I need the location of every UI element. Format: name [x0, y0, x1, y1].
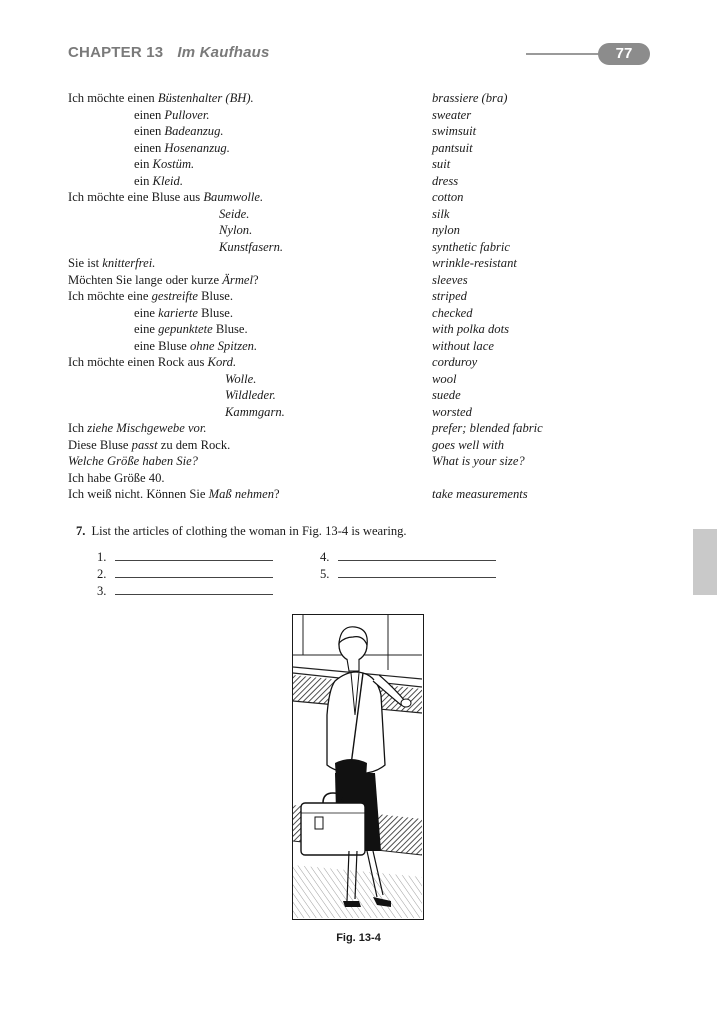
- german-text: Diese Bluse: [68, 437, 132, 452]
- german-keyword: Hosenanzug.: [164, 140, 230, 155]
- vocabulary-list: [0, 90, 717, 503]
- german-phrase: [134, 140, 230, 157]
- vocab-row: [0, 272, 717, 289]
- german-text: ein: [134, 173, 153, 188]
- english-translation: sweater: [432, 107, 472, 122]
- vocab-row: [0, 338, 717, 355]
- german-keyword: Wildleder.: [225, 388, 276, 402]
- german-phrase: [68, 486, 280, 503]
- vocab-row: [0, 321, 717, 338]
- blank-line[interactable]: [338, 565, 496, 578]
- german-phrase: [219, 222, 252, 239]
- german-phrase: [225, 387, 276, 404]
- german-text: Bluse.: [197, 289, 233, 303]
- german-text: Bluse.: [212, 322, 248, 336]
- english-translation: prefer; blended fabric: [432, 421, 543, 435]
- english-translation: swimsuit: [432, 124, 477, 138]
- english-translation: silk: [432, 206, 450, 221]
- german-keyword: passt: [131, 437, 158, 452]
- woman-shopping-drawing: [293, 615, 422, 918]
- german-phrase: [134, 156, 194, 173]
- vocab-row: [0, 90, 717, 107]
- vocab-row: [0, 206, 717, 223]
- english-translation: synthetic fabric: [432, 239, 510, 254]
- german-keyword: Welche Größe haben Sie?: [68, 454, 198, 468]
- german-keyword: Kleid.: [152, 173, 183, 188]
- german-text: eine: [134, 322, 159, 336]
- german-text: Ich möchte eine Bluse aus: [68, 190, 204, 204]
- german-text: einen: [134, 124, 165, 138]
- exercise-text: List the articles of clothing the woman in Fig. 13-4 is wearing.: [91, 524, 407, 538]
- chapter-title: Im Kaufhaus: [177, 44, 270, 61]
- vocab-row: [0, 255, 717, 272]
- german-text: eine Bluse: [134, 338, 190, 353]
- german-text: Bluse.: [198, 305, 233, 320]
- german-keyword: Maß nehmen: [208, 487, 275, 501]
- german-text: einen: [134, 140, 165, 155]
- answer-blank[interactable]: [320, 565, 496, 582]
- vocab-row: [0, 420, 717, 437]
- german-text: ?: [253, 272, 259, 287]
- german-text: Ich möchte einen: [68, 91, 158, 105]
- german-text: ein: [134, 157, 153, 171]
- german-phrase: [134, 173, 183, 190]
- exercise-number: 7.: [76, 524, 86, 538]
- german-keyword: gepunktete: [158, 322, 213, 336]
- vocab-row: [0, 354, 717, 371]
- german-phrase: [219, 206, 249, 223]
- blank-line[interactable]: [115, 565, 273, 578]
- english-translation: dress: [432, 173, 459, 188]
- english-translation: corduroy: [432, 355, 478, 369]
- german-keyword: Wolle.: [225, 371, 257, 386]
- vocab-row: [0, 239, 717, 256]
- exercise-prompt: [76, 524, 407, 539]
- german-keyword: Kostüm.: [152, 157, 195, 171]
- figure-caption: Fig. 13-4: [336, 932, 381, 944]
- english-translation: wool: [432, 371, 457, 386]
- english-translation: without lace: [432, 338, 494, 353]
- german-phrase: [134, 107, 210, 124]
- german-keyword: Kord.: [207, 355, 237, 369]
- english-translation: brassiere (bra): [432, 91, 508, 105]
- english-translation: striped: [432, 289, 467, 303]
- vocab-row: [0, 470, 717, 487]
- german-phrase: [134, 123, 224, 140]
- german-text: Möchten Sie lange oder kurze: [68, 272, 223, 287]
- chapter-header: [68, 44, 270, 61]
- vocab-row: [0, 288, 717, 305]
- german-phrase: [68, 255, 155, 272]
- answer-blank[interactable]: [320, 548, 496, 565]
- blank-line[interactable]: [115, 582, 273, 595]
- vocab-row: [0, 371, 717, 388]
- vocab-row: [0, 305, 717, 322]
- german-text: Ich möchte einen Rock aus: [68, 355, 208, 369]
- chapter-label: CHAPTER 13: [68, 44, 164, 61]
- german-phrase: [68, 470, 165, 487]
- vocab-row: [0, 486, 717, 503]
- english-translation: sleeves: [432, 272, 468, 287]
- vocab-row: [0, 453, 717, 470]
- figure-woman-illustration: [292, 614, 424, 920]
- german-text: Ich weiß nicht. Können Sie: [68, 487, 209, 501]
- german-phrase: [68, 420, 207, 437]
- page-number-badge: 77: [598, 43, 650, 65]
- answer-blank[interactable]: [97, 548, 273, 565]
- german-keyword: Baumwolle.: [203, 190, 264, 204]
- german-keyword: Kunstfasern.: [219, 239, 284, 254]
- german-keyword: Seide.: [219, 206, 250, 221]
- english-translation: suede: [432, 388, 461, 402]
- german-phrase: [134, 305, 233, 322]
- vocab-row: [0, 387, 717, 404]
- german-text: einen: [134, 107, 165, 122]
- english-translation: wrinkle-resistant: [432, 256, 517, 270]
- german-keyword: ziehe Mischgewebe vor.: [87, 421, 207, 435]
- german-keyword: Ärmel: [222, 272, 253, 287]
- vocab-row: [0, 140, 717, 157]
- german-text: eine: [134, 305, 159, 320]
- blank-number: 3.: [97, 584, 107, 598]
- german-text: ?: [274, 487, 280, 501]
- german-phrase: [68, 272, 259, 289]
- german-phrase: [68, 437, 230, 454]
- english-translation: worsted: [432, 404, 472, 419]
- german-phrase: [68, 189, 263, 206]
- german-phrase: [134, 338, 257, 355]
- german-keyword: Büstenhalter (BH).: [157, 91, 254, 105]
- english-translation: take measurements: [432, 487, 528, 501]
- english-translation: What is your size?: [432, 454, 525, 468]
- english-translation: nylon: [432, 223, 460, 237]
- vocab-row: [0, 156, 717, 173]
- answer-blank[interactable]: [97, 565, 273, 582]
- german-text: Sie ist: [68, 256, 103, 270]
- german-keyword: Nylon.: [219, 223, 253, 237]
- german-phrase: [134, 321, 248, 338]
- side-thumb-tab: [693, 529, 717, 595]
- english-translation: cotton: [432, 190, 464, 204]
- german-text: Ich möchte eine: [68, 289, 152, 303]
- german-keyword: ohne Spitzen.: [189, 338, 258, 353]
- german-phrase: [68, 288, 233, 305]
- blank-number: 4.: [320, 550, 330, 564]
- german-text: Ich habe Größe 40.: [68, 470, 165, 485]
- german-keyword: gestreifte: [151, 289, 198, 303]
- blank-line[interactable]: [115, 548, 273, 561]
- german-phrase: [68, 90, 254, 107]
- vocab-row: [0, 123, 717, 140]
- german-phrase: [225, 404, 285, 421]
- german-keyword: Badeanzug.: [164, 124, 224, 138]
- english-translation: goes well with: [432, 437, 505, 452]
- german-phrase: [68, 354, 236, 371]
- vocab-row: [0, 437, 717, 454]
- vocab-row: [0, 107, 717, 124]
- german-keyword: Pullover.: [164, 107, 210, 122]
- english-translation: suit: [432, 157, 451, 171]
- german-phrase: [68, 453, 198, 470]
- german-text: zu dem Rock.: [157, 437, 231, 452]
- english-translation: with polka dots: [432, 322, 509, 336]
- vocab-row: [0, 222, 717, 239]
- vocab-row: [0, 189, 717, 206]
- german-keyword: Kammgarn.: [225, 404, 285, 419]
- german-text: Ich: [68, 421, 88, 435]
- german-phrase: [219, 239, 283, 256]
- blank-line[interactable]: [338, 548, 496, 561]
- answer-blank[interactable]: [97, 582, 273, 599]
- german-keyword: karierte: [158, 305, 198, 320]
- english-translation: checked: [432, 305, 473, 320]
- vocab-row: [0, 404, 717, 421]
- german-keyword: knitterfrei.: [102, 256, 156, 270]
- vocab-row: [0, 173, 717, 190]
- english-translation: pantsuit: [432, 140, 473, 155]
- blank-number: 1.: [97, 550, 107, 564]
- blank-number: 5.: [320, 567, 330, 581]
- blank-number: 2.: [97, 567, 107, 581]
- german-phrase: [225, 371, 256, 388]
